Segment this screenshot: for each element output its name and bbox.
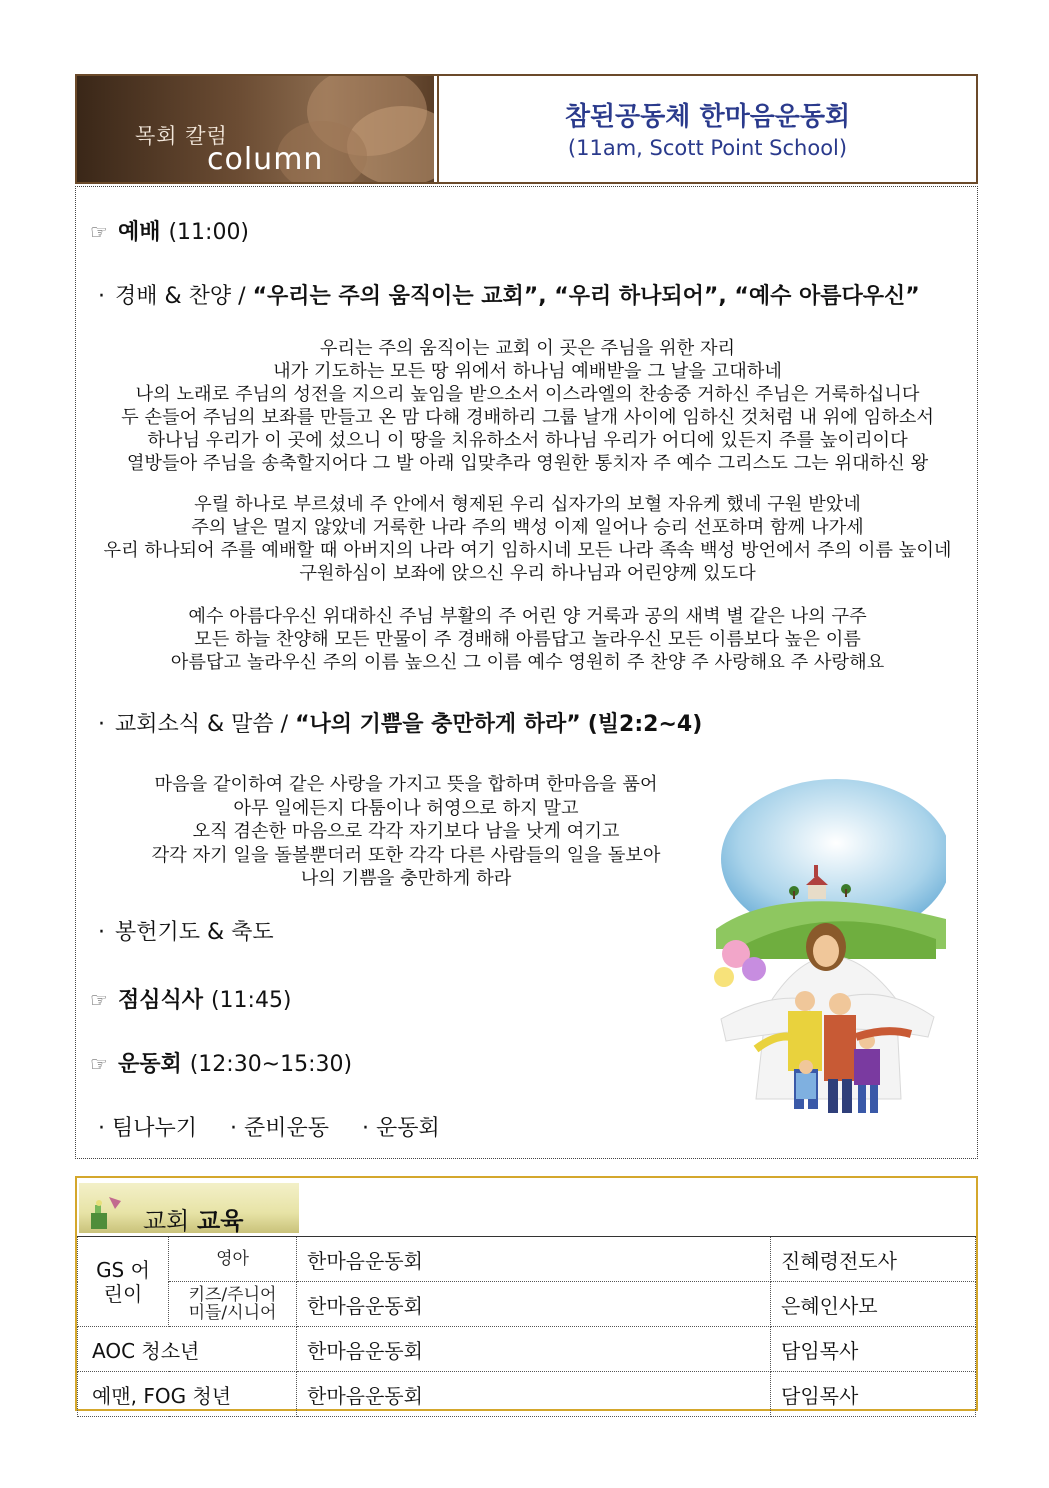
education-title-plain: 교회: [143, 1207, 190, 1235]
education-section: [75, 1176, 978, 1411]
scripture-verse: [116, 773, 696, 891]
program-cell: 한마음운동회: [297, 1237, 771, 1282]
lyric-line: 두 손들어 주님의 보좌를 만들고 온 맘 다해 경배하리 그룹 날개 사이에 임하신 것처럼 내 위에 임하소서: [121, 407, 934, 428]
sports-heading: [90, 1047, 352, 1078]
lyric-line: 예수 아름다우신 위대하신 주님 부활의 주 어린 양 거룩과 공의 새벽 별 같은 나의 구주: [188, 606, 867, 627]
banner-title: 목회 칼럼: [135, 124, 228, 148]
worship-heading: [90, 215, 249, 246]
lyric-line: 우리 하나되어 주를 예배할 때 아버지의 나라 여기 임하시네 모든 나라 족속 백성 방언에서 주의 이름 높이네: [103, 540, 952, 561]
column-banner-image: [77, 76, 434, 182]
sports-items: [98, 1111, 466, 1142]
lyrics-song-3: [76, 605, 979, 674]
group-cell: GS 어린이: [78, 1237, 169, 1327]
subgroup-cell: 키즈/주니어 미들/시니어: [169, 1282, 297, 1327]
lyric-line: 구원하심이 보좌에 앉으신 우리 하나님과 어린양께 있도다: [299, 563, 756, 584]
table-row: [78, 1372, 976, 1417]
leader-cell: 은혜인사모: [771, 1282, 976, 1327]
program-cell: 한마음운동회: [297, 1282, 771, 1327]
offering-line: · 봉헌기도 & 축도: [98, 920, 274, 945]
lyric-line: 하나님 우리가 이 곳에 섰으니 이 땅을 치유하소서 하나님 우리가 어디에 있든지 주를 높이리이다: [147, 430, 908, 451]
sports-item: · 준비운동: [230, 1116, 330, 1141]
sports-item: · 운동회: [362, 1116, 440, 1141]
education-title: [143, 1201, 243, 1236]
sports-time: (12:30~15:30): [189, 1052, 353, 1077]
news-prefix: 교회소식 & 말씀 /: [115, 712, 289, 737]
group-cell: AOC 청소년: [78, 1327, 297, 1372]
event-subtitle: (11am, Scott Point School): [567, 136, 848, 160]
sports-item: · 팀나누기: [98, 1116, 198, 1141]
group-cell: 예맨, FOG 청년: [78, 1372, 297, 1417]
lyric-line: 주의 날은 멀지 않았네 거룩한 나라 주의 백성 이제 일어나 승리 선포하며 함께 나가세: [191, 517, 864, 538]
news-line: · 교회소식 & 말씀 / “나의 기쁨을 충만하게 하라” (빌2:2~4): [98, 712, 703, 737]
leader-cell: 담임목사: [771, 1372, 976, 1417]
verse-line: 각각 자기 일을 돌볼뿐더러 또한 각각 다른 사람들의 일을 돌보아: [151, 844, 661, 866]
lyrics-song-2: [76, 493, 979, 585]
sermon-reference: (빌2:2~4): [587, 712, 703, 737]
worship-time: (11:00): [168, 220, 250, 245]
praise-line: · 경배 & 찬양 / “우리는 주의 움직이는 교회”, “우리 하나되어”, “예수 아름다우신”: [98, 284, 920, 309]
family-illustration: [696, 779, 946, 1144]
verse-line: 오직 겸손한 마음으로 각각 자기보다 남을 낫게 여기고: [192, 821, 620, 842]
table-row: [78, 1282, 976, 1327]
program-cell: 한마음운동회: [297, 1327, 771, 1372]
service-order: [75, 186, 978, 1159]
education-table: [77, 1236, 976, 1417]
banner-subtitle: column: [207, 142, 324, 177]
lyric-line: 나의 노래로 주님의 성전을 지으리 높임을 받으소서 이스라엘의 찬송중 거하신 주님은 거룩하십니다: [135, 384, 920, 405]
table-row: [78, 1327, 976, 1372]
lunch-heading: [90, 983, 292, 1014]
watering-can-icon: [85, 1191, 127, 1231]
lyric-line: 모든 하늘 찬양해 모든 만물이 주 경배해 아름답고 놀라우신 모든 이름보다 높은 이름: [194, 629, 861, 650]
praise-song-titles: “우리는 주의 움직이는 교회”, “우리 하나되어”, “예수 아름다우신”: [252, 284, 920, 309]
pointing-hand-icon: ☞: [90, 220, 108, 244]
verse-line: 아무 일에든지 다툼이나 허영으로 하지 말고: [233, 797, 579, 819]
sports-label: 운동회: [117, 1052, 182, 1077]
education-heading: [79, 1183, 299, 1233]
table-row: [78, 1237, 976, 1282]
sermon-title: “나의 기쁨을 충만하게 하라”: [295, 712, 581, 737]
lyric-line: 우리는 주의 움직이는 교회 이 곳은 주님을 위한 자리: [319, 338, 736, 359]
lunch-time: (11:45): [210, 988, 292, 1013]
lyric-line: 우릴 하나로 부르셨네 주 안에서 형제된 우리 십자가의 보혈 자유케 했네 구원 받았네: [194, 494, 861, 515]
lyric-line: 내가 기도하는 모든 땅 위에서 하나님 예배받을 그 날을 고대하네: [273, 361, 782, 382]
verse-line: 나의 기쁨을 충만하게 하라: [300, 868, 512, 889]
leader-cell: 진혜령전도사: [771, 1237, 976, 1282]
worship-label: 예배: [117, 220, 161, 245]
praise-prefix: 경배 & 찬양 /: [115, 284, 246, 309]
pointing-hand-icon: ☞: [90, 988, 108, 1012]
column-header: [75, 74, 978, 184]
subgroup-cell: 영아: [169, 1237, 297, 1282]
event-title: 참된공동체 한마음운동회: [564, 102, 851, 132]
program-cell: 한마음운동회: [297, 1372, 771, 1417]
education-title-bold: 교육: [197, 1207, 244, 1235]
offering-text: 봉헌기도 & 축도: [115, 920, 274, 945]
event-heading: [437, 76, 976, 182]
pointing-hand-icon: ☞: [90, 1052, 108, 1076]
lyric-line: 아름답고 놀라우신 주의 이름 높으신 그 이름 예수 영원히 주 찬양 주 사랑해요 주 사랑해요: [170, 652, 885, 673]
lunch-label: 점심식사: [117, 988, 203, 1013]
verse-line: 마음을 같이하여 같은 사랑을 가지고 뜻을 합하며 한마음을 품어: [154, 774, 658, 795]
lyrics-song-1: [76, 337, 979, 475]
leader-cell: 담임목사: [771, 1327, 976, 1372]
lyric-line: 열방들아 주님을 송축할지어다 그 발 아래 입맞추라 영원한 통치자 주 예수 그리스도 그는 위대하신 왕: [126, 453, 929, 474]
